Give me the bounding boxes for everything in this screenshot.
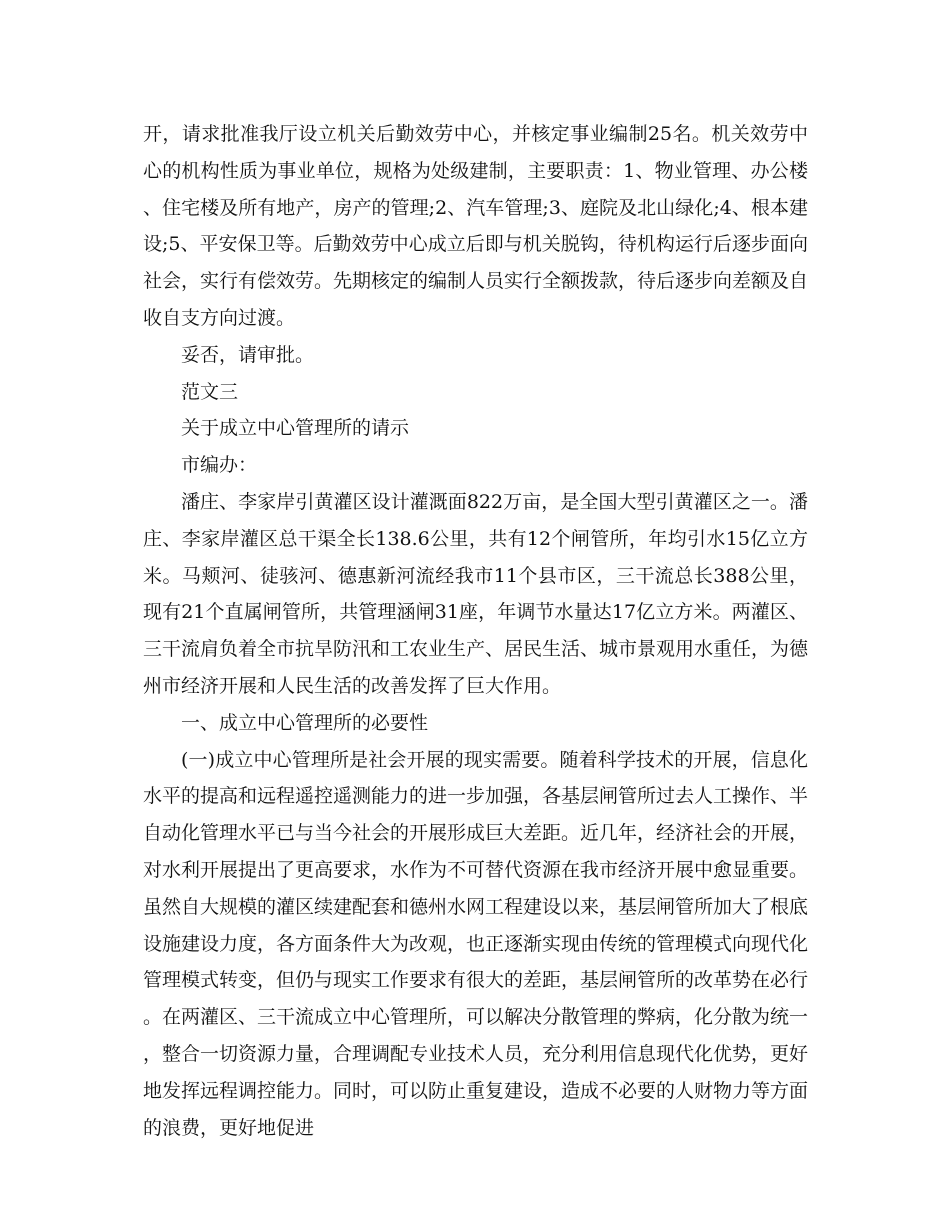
necessity-paragraph-one: (一)成立中心管理所是社会开展的现实需要。随着科学技术的开展，信息化水平的提高和远程遥控遥测能力的进一步加强，各基层闸管所过去人工操作、半自动化管理水平已与当今社会的开展形成巨大差距。近几年，经济社会的开展，对水利开展提出了更高要求，水作为不可替代资源在我市经济开展中愈显重要。虽然自大规模的灌区续建配套和德州水网工程建设以来，基层闸管所加大了根底设施建设力度，各方面条件大为改观，也正逐渐实现由传统的管理模式向现代化管理模式转变，但仍与现实工作要求有很大的差距，基层闸管所的改革势在必行。在两灌区、三干流成立中心管理所，可以解决分散管理的弊病，化分散为统一，整合一切资源力量，合理调配专业技术人员，充分利用信息现代化优势，更好地发挥远程调控能力。同时，可以防止重复建设，造成不必要的人财物力等方面的浪费，更好地促进 [143,748,809,1139]
body-paragraph-continued: 开，请求批准我厅设立机关后勤效劳中心，并核定事业编制25名。机关效劳中心的机构性质为事业单位，规格为处级建制，主要职责：1、物业管理、办公楼、住宅楼及所有地产，房产的管理;2、汽车管理;3、庭院及北山绿化;4、根本建设;5、平安保卫等。后勤效劳中心成立后即与机关脱钩，待机构运行后逐步面向社会，实行有偿效劳。先期核定的编制人员实行全额拨款，待后逐步向差额及自收自支方向过渡。 [143,123,809,329]
background-paragraph: 潘庄、李家岸引黄灌区设计灌溉面822万亩，是全国大型引黄灌区之一。潘庄、李家岸灌区总干渠全长138.6公里，共有12个闸管所，年均引水15亿立方米。马颊河、徒骇河、德惠新河流经我市11个县市区，三干流总长388公里，现有21个直属闸管所，共管理涵闸31座，年调节水量达17亿立方米。两灌区、三干流肩负着全市抗旱防汛和工农业生产、居民生活、城市景观用水重任，为德州市经济开展和人民生活的改善发挥了巨大作用。 [143,490,809,697]
document-title: 关于成立中心管理所的请示 [181,417,410,440]
section-heading-necessity: 一、成立中心管理所的必要性 [181,711,429,734]
recipient-line: 市编办： [181,454,258,477]
closing-request-line: 妥否，请审批。 [181,343,315,366]
sample-heading: 范文三 [181,380,239,403]
